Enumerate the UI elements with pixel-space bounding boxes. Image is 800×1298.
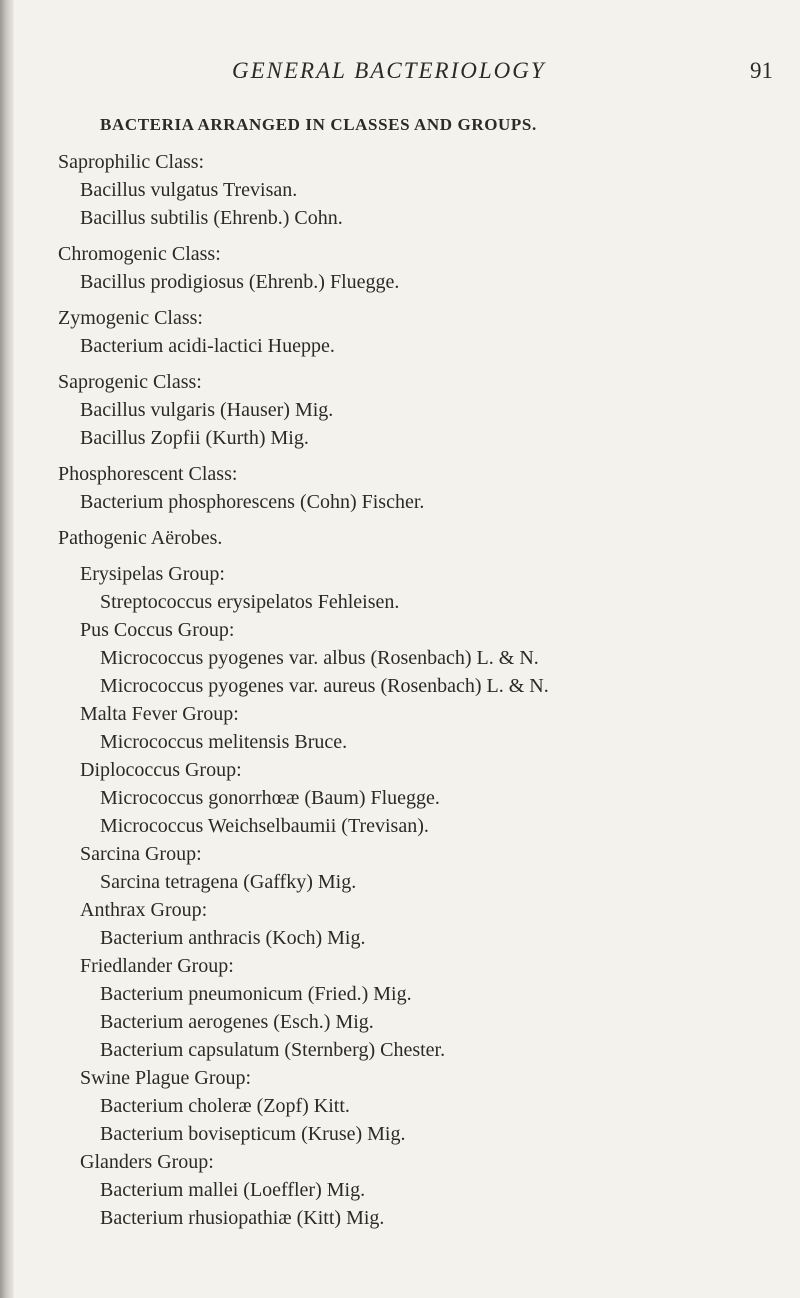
group-name: Sarcina Group:: [80, 843, 202, 865]
section-heading: BACTERIA ARRANGED IN CLASSES AND GROUPS.: [100, 115, 537, 134]
group-name: Swine Plague Group:: [80, 1067, 252, 1089]
species-entry: Streptococcus erysipelatos Fehleisen.: [100, 591, 400, 613]
group-name: Pus Coccus Group:: [80, 619, 235, 641]
species-entry: Bacillus subtilis (Ehrenb.) Cohn.: [80, 207, 343, 229]
group-name: Malta Fever Group:: [80, 703, 239, 725]
page-number: 91: [750, 58, 773, 83]
species-entry: Bacterium bovisepticum (Kruse) Mig.: [100, 1123, 406, 1145]
class-name: Chromogenic Class:: [58, 243, 221, 265]
class-name: Zymogenic Class:: [58, 307, 203, 329]
species-entry: Bacterium aerogenes (Esch.) Mig.: [100, 1011, 374, 1033]
species-entry: Bacillus vulgaris (Hauser) Mig.: [80, 399, 334, 421]
class-name: Saprogenic Class:: [58, 371, 202, 393]
classification-listing: [0, 148, 800, 1232]
class-name: Phosphorescent Class:: [58, 463, 238, 485]
species-entry: Bacillus vulgatus Trevisan.: [80, 179, 298, 201]
species-entry: Bacterium choleræ (Zopf) Kitt.: [100, 1095, 350, 1117]
group-name: Friedlander Group:: [80, 955, 234, 977]
group-name: Erysipelas Group:: [80, 563, 225, 585]
species-entry: Bacterium acidi-lactici Hueppe.: [80, 335, 335, 357]
group-name: Diplococcus Group:: [80, 759, 242, 781]
species-entry: Micrococcus gonorrhœæ (Baum) Fluegge.: [100, 787, 440, 809]
group-name: Glanders Group:: [80, 1151, 214, 1173]
species-entry: Bacterium capsulatum (Sternberg) Chester.: [100, 1039, 446, 1061]
class-name: Saprophilic Class:: [58, 151, 205, 173]
species-entry: Bacterium anthracis (Koch) Mig.: [100, 927, 366, 949]
species-entry: Micrococcus pyogenes var. albus (Rosenbach) L. & N.: [100, 647, 539, 669]
species-entry: Bacterium mallei (Loeffler) Mig.: [100, 1179, 366, 1201]
species-entry: Sarcina tetragena (Gaffky) Mig.: [100, 871, 357, 893]
pathogenic-title: Pathogenic Aërobes.: [58, 527, 223, 549]
species-entry: Micrococcus Weichselbaumii (Trevisan).: [100, 815, 429, 837]
species-entry: Bacterium pneumonicum (Fried.) Mig.: [100, 983, 412, 1005]
running-title: GENERAL BACTERIOLOGY: [232, 58, 546, 83]
species-entry: Bacillus prodigiosus (Ehrenb.) Fluegge.: [80, 271, 400, 293]
species-entry: Micrococcus melitensis Bruce.: [100, 731, 348, 753]
group-name: Anthrax Group:: [80, 899, 208, 921]
species-entry: Bacillus Zopfii (Kurth) Mig.: [80, 427, 309, 449]
species-entry: Bacterium rhusiopathiæ (Kitt) Mig.: [100, 1207, 385, 1229]
species-entry: Micrococcus pyogenes var. aureus (Rosenbach) L. & N.: [100, 675, 549, 697]
species-entry: Bacterium phosphorescens (Cohn) Fischer.: [80, 491, 425, 513]
running-head: [0, 58, 800, 88]
